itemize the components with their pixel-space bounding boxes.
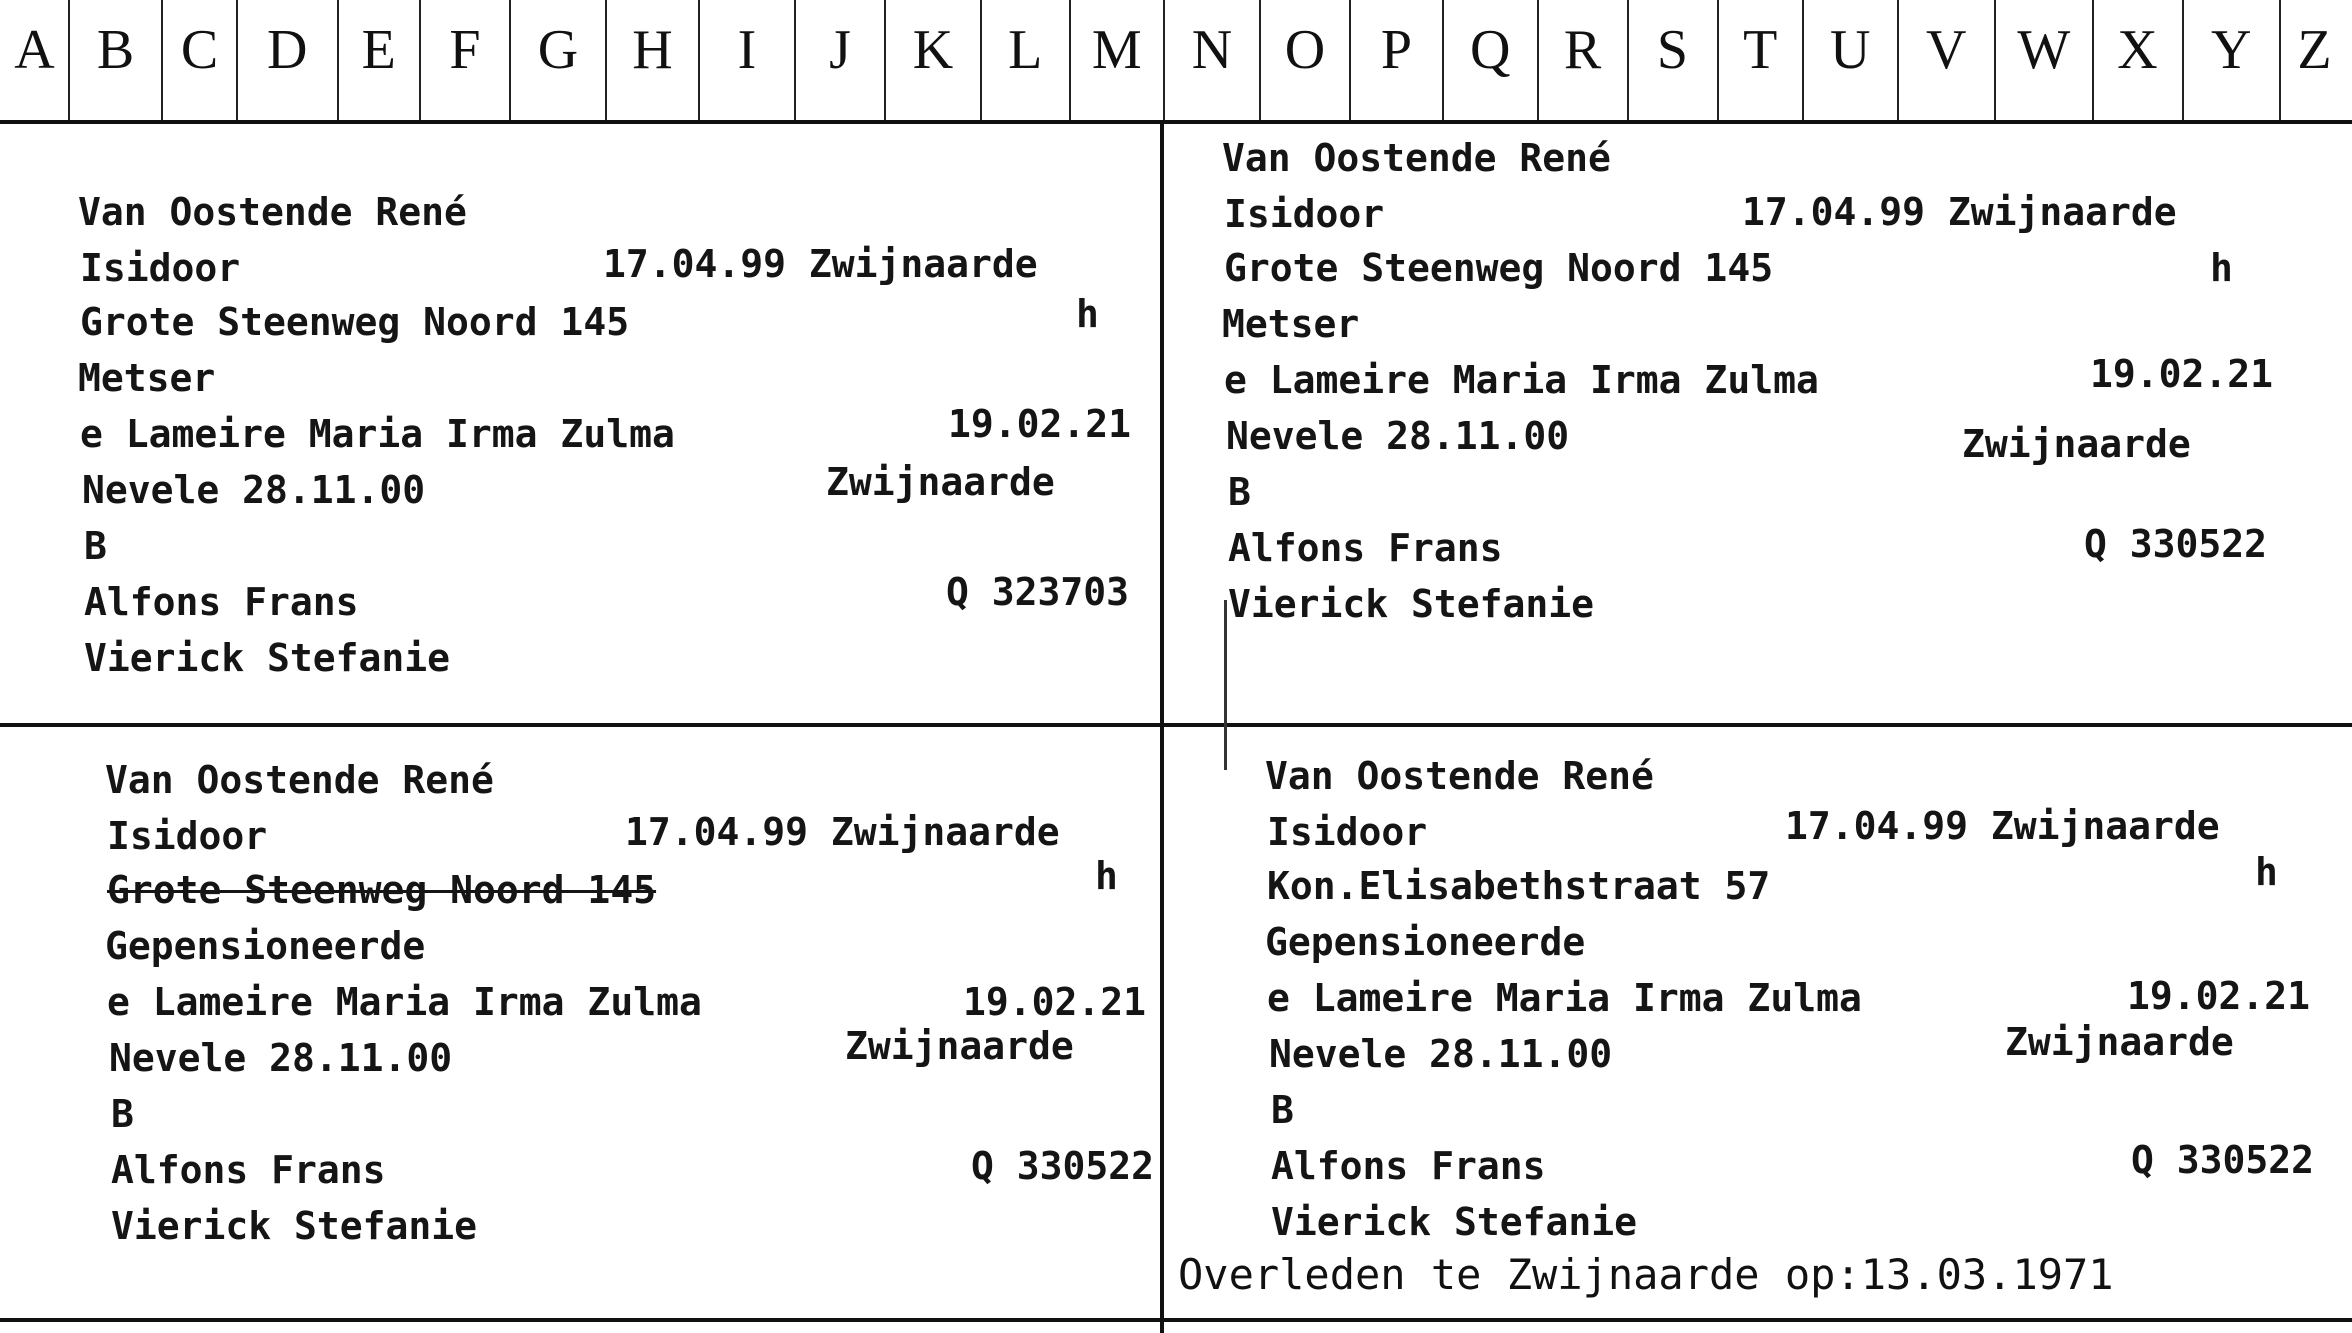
- card-divider-horizontal: [0, 723, 2352, 727]
- index-tab-e: E: [361, 19, 396, 81]
- card-4-line-4: Kon.Elisabethstraat 57: [1267, 864, 1771, 908]
- card-3-line-8: 19.02.21: [963, 980, 1147, 1024]
- index-tab-i: I: [737, 19, 757, 81]
- card-1-line-2: Isidoor: [80, 246, 241, 290]
- index-tab-separator: [1163, 0, 1165, 120]
- card-1-line-3: 17.04.99 Zwijnaarde: [603, 242, 1038, 286]
- card-2-line-9: Nevele 28.11.00: [1226, 414, 1570, 458]
- card-2-line-6: Metser: [1222, 302, 1360, 346]
- index-tab-n: N: [1191, 19, 1233, 81]
- index-tab-separator: [884, 0, 886, 120]
- index-tab-separator: [1897, 0, 1899, 120]
- index-tab-q: Q: [1470, 19, 1511, 81]
- card-3-line-3: 17.04.99 Zwijnaarde: [625, 810, 1060, 854]
- card-4-line-14: Vierick Stefanie: [1271, 1200, 1638, 1244]
- card-2-line-7: e Lameire Maria Irma Zulma: [1224, 358, 1819, 402]
- index-tab-separator: [2182, 0, 2184, 120]
- index-tab-separator: [605, 0, 607, 120]
- index-tab-separator: [1259, 0, 1261, 120]
- index-tab-k: K: [912, 19, 954, 81]
- card-3-line-14: Vierick Stefanie: [111, 1204, 478, 1248]
- index-tab-separator: [794, 0, 796, 120]
- card-4-line-2: Isidoor: [1267, 810, 1428, 854]
- card-1-line-10: Zwijnaarde: [826, 460, 1055, 504]
- card-1-line-8: 19.02.21: [948, 402, 1132, 446]
- index-tab-separator: [1994, 0, 1996, 120]
- index-tab-separator: [1349, 0, 1351, 120]
- index-tab-f: F: [449, 19, 481, 81]
- card-3-line-4: Grote Steenweg Noord 145: [107, 868, 657, 912]
- card-1-line-11: B: [84, 524, 107, 568]
- index-tab-c: C: [180, 19, 219, 81]
- card-4-line-10: Zwijnaarde: [2005, 1020, 2234, 1064]
- alphabet-index-bar: [0, 0, 2352, 124]
- index-tab-separator: [1717, 0, 1719, 120]
- index-tab-separator: [509, 0, 511, 120]
- card-4-line-11: B: [1271, 1088, 1294, 1132]
- index-tab-l: L: [1008, 19, 1043, 81]
- card-divider-vertical: [1160, 124, 1164, 1333]
- card-4-line-1: Van Oostende René: [1265, 754, 1654, 798]
- card-1-line-6: Metser: [78, 356, 216, 400]
- card-3-line-5: h: [1095, 854, 1118, 898]
- index-tab-separator: [161, 0, 163, 120]
- index-tab-s: S: [1656, 19, 1689, 81]
- card-2-line-2: Isidoor: [1224, 192, 1385, 236]
- index-tab-t: T: [1743, 19, 1778, 81]
- card-3-line-13: Q 330522: [971, 1144, 1155, 1188]
- index-tab-m: M: [1091, 19, 1142, 81]
- death-note: Overleden te Zwijnaarde op:13.03.1971: [1178, 1250, 2114, 1299]
- card-3-line-7: e Lameire Maria Irma Zulma: [107, 980, 702, 1024]
- index-tab-separator: [236, 0, 238, 120]
- card-1-line-9: Nevele 28.11.00: [82, 468, 426, 512]
- index-tab-x: X: [2117, 19, 2158, 81]
- card-2-line-14: Vierick Stefanie: [1228, 582, 1595, 626]
- index-tab-v: V: [1926, 19, 1967, 81]
- card-2-line-8: 19.02.21: [2090, 352, 2274, 396]
- card-2-line-12: Alfons Frans: [1228, 526, 1503, 570]
- index-tab-b: B: [96, 19, 135, 81]
- index-tab-separator: [1069, 0, 1071, 120]
- index-tab-o: O: [1284, 19, 1326, 81]
- index-tab-separator: [1537, 0, 1539, 120]
- card-2-line-4: Grote Steenweg Noord 145: [1224, 246, 1774, 290]
- card-3-line-11: B: [111, 1092, 134, 1136]
- index-tab-separator: [337, 0, 339, 120]
- card-3-line-9: Nevele 28.11.00: [109, 1036, 453, 1080]
- card-4-line-5: h: [2255, 850, 2278, 894]
- index-tab-separator: [2279, 0, 2281, 120]
- card-4-line-12: Alfons Frans: [1271, 1144, 1546, 1188]
- index-tab-separator: [1802, 0, 1804, 120]
- index-tab-p: P: [1380, 19, 1413, 81]
- card-divider-bottom: [0, 1318, 2352, 1322]
- index-tab-h: H: [632, 19, 673, 81]
- card-4-line-3: 17.04.99 Zwijnaarde: [1785, 804, 2220, 848]
- index-tab-j: J: [829, 19, 851, 81]
- index-tab-separator: [419, 0, 421, 120]
- card-4-line-13: Q 330522: [2131, 1138, 2315, 1182]
- card-2-line-5: h: [2210, 246, 2233, 290]
- card-2-line-11: B: [1228, 470, 1251, 514]
- index-tab-z: Z: [2297, 19, 2332, 81]
- index-tab-g: G: [537, 19, 579, 81]
- card-2-line-10: Zwijnaarde: [1962, 422, 2191, 466]
- card-1-line-13: Q 323703: [946, 570, 1130, 614]
- card-1-line-14: Vierick Stefanie: [84, 636, 451, 680]
- index-tab-y: Y: [2211, 19, 2252, 81]
- index-tab-a: A: [14, 19, 55, 81]
- card-1-line-1: Van Oostende René: [78, 190, 467, 234]
- card-3-line-1: Van Oostende René: [105, 758, 494, 802]
- index-tab-u: U: [1830, 19, 1871, 81]
- card-2-line-13: Q 330522: [2084, 522, 2268, 566]
- index-tab-separator: [1442, 0, 1444, 120]
- card-3-line-6: Gepensioneerde: [105, 924, 426, 968]
- card-3-line-2: Isidoor: [107, 814, 268, 858]
- card-2-line-1: Van Oostende René: [1222, 136, 1611, 180]
- index-tab-separator: [698, 0, 700, 120]
- card-3-line-10: Zwijnaarde: [845, 1024, 1074, 1068]
- card-1-line-5: h: [1076, 292, 1099, 336]
- index-tab-r: R: [1563, 19, 1602, 81]
- index-tab-separator: [2092, 0, 2094, 120]
- card-4-line-9: Nevele 28.11.00: [1269, 1032, 1613, 1076]
- card-4-line-8: 19.02.21: [2127, 974, 2311, 1018]
- card-4-line-7: e Lameire Maria Irma Zulma: [1267, 976, 1862, 1020]
- card-3-line-12: Alfons Frans: [111, 1148, 386, 1192]
- card-2-line-3: 17.04.99 Zwijnaarde: [1742, 190, 2177, 234]
- index-tab-separator: [68, 0, 70, 120]
- index-tab-separator: [1627, 0, 1629, 120]
- index-tab-d: D: [267, 19, 308, 81]
- index-tab-separator: [980, 0, 982, 120]
- card-1-line-12: Alfons Frans: [84, 580, 359, 624]
- pen-mark: [1224, 600, 1227, 770]
- index-tab-w: W: [2017, 19, 2071, 81]
- card-1-line-7: e Lameire Maria Irma Zulma: [80, 412, 675, 456]
- card-1-line-4: Grote Steenweg Noord 145: [80, 300, 630, 344]
- card-4-line-6: Gepensioneerde: [1265, 920, 1586, 964]
